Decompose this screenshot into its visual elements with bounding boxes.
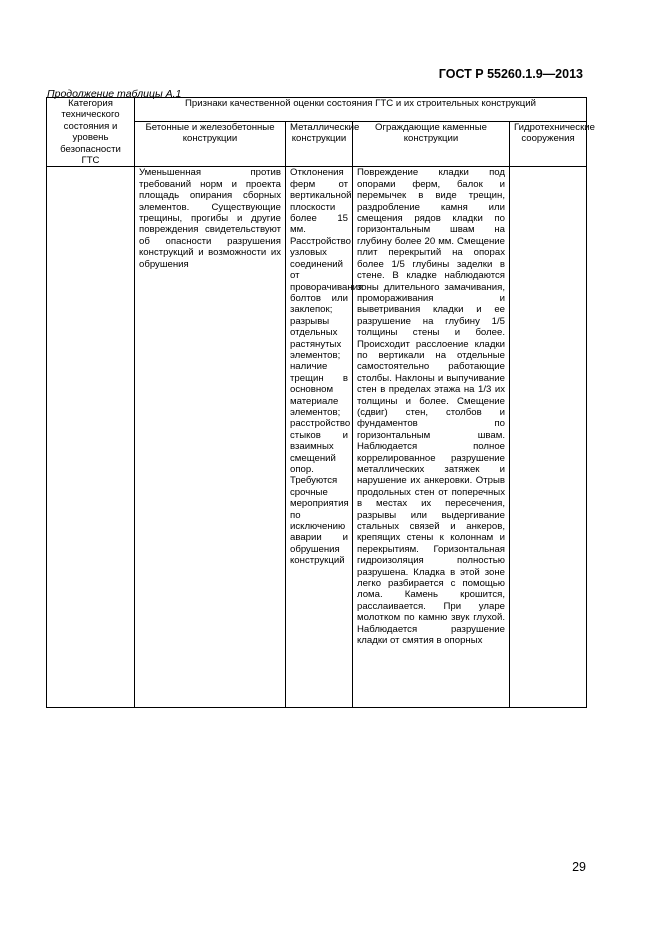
cell-hydro	[510, 167, 587, 708]
assessment-table	[46, 97, 595, 708]
cell-concrete: Уменьшенная против требований норм и проекта площадь опирания сборных элементов. Существующие трещины, прогибы и другие повреждения свидетельствуют об опасности разрушения конструкций и возможности их обрушения	[135, 167, 286, 708]
cell-metal: Отклонения ферм от вертикальной плоскости более 15 мм. Расстройство узловых соединений от проворачивания болтов или заклепок; разрывы отдельных растянутых элементов; наличие трещин в основном материале элементов; расстройство стыков и взаимных смещений опор. Требуются срочные мероприятия по исключению аварии и обрушения конструкций	[286, 167, 353, 708]
page-number: 29	[572, 860, 586, 874]
table-caption: Продолжение таблицы А.1	[47, 88, 182, 100]
cell-category	[47, 167, 135, 708]
header-concrete: Бетонные и железобетонные конструкции	[135, 121, 286, 167]
header-category: Категория технического состояния и уровень безопасности ГТС	[47, 98, 135, 167]
document-code: ГОСТ Р 55260.1.9—2013	[438, 67, 583, 81]
header-quality-signs: Признаки качественной оценки состояния ГТС и их строительных конструкций	[135, 98, 587, 122]
header-stone: Ограждающие каменные конструкции	[353, 121, 510, 167]
cell-stone: Повреждение кладки под опорами ферм, балок и перемычек в виде трещин, раздробление камня или смещения рядов кладки по горизонтальным швам на глубину более 20 мм. Смещение плит перекрытий на опорах более 1/5 глубины заделки в стене. В кладке наблюдаются зоны длительного замачивания, промораживания и выветривания кладки и ее разрушение на глубину 1/5 толщины стены и более. Происходит расслоение кладки по вертикали на отдельные самостоятельно работающие столбы. Наклоны и выпучивание стен в пределах этажа на 1/3 их толщины и более. Смещение (сдвиг) стен, столбов и фундаментов по горизонтальным швам. Наблюдается полное коррелированное разрушение металлических затяжек и нарушение их анкеровки. Отрыв продольных стен от поперечных в местах их пересечения, разрывы или выдергивание стальных связей и анкеров, крепящих стены к колоннам и перекрытиям. Горизонтальная гидроизоляция полностью разрушена. Кладка в этой зоне легко разбирается с помощью лома. Камень крошится, расслаивается. При уларе молотком по камню звук глухой. Наблюдается разрушение кладки от смятия в опорных	[353, 167, 510, 708]
table-row	[47, 167, 587, 708]
header-metal: Металлические конструкции	[286, 121, 353, 167]
header-hydro: Гидротехнические сооружения	[510, 121, 587, 167]
